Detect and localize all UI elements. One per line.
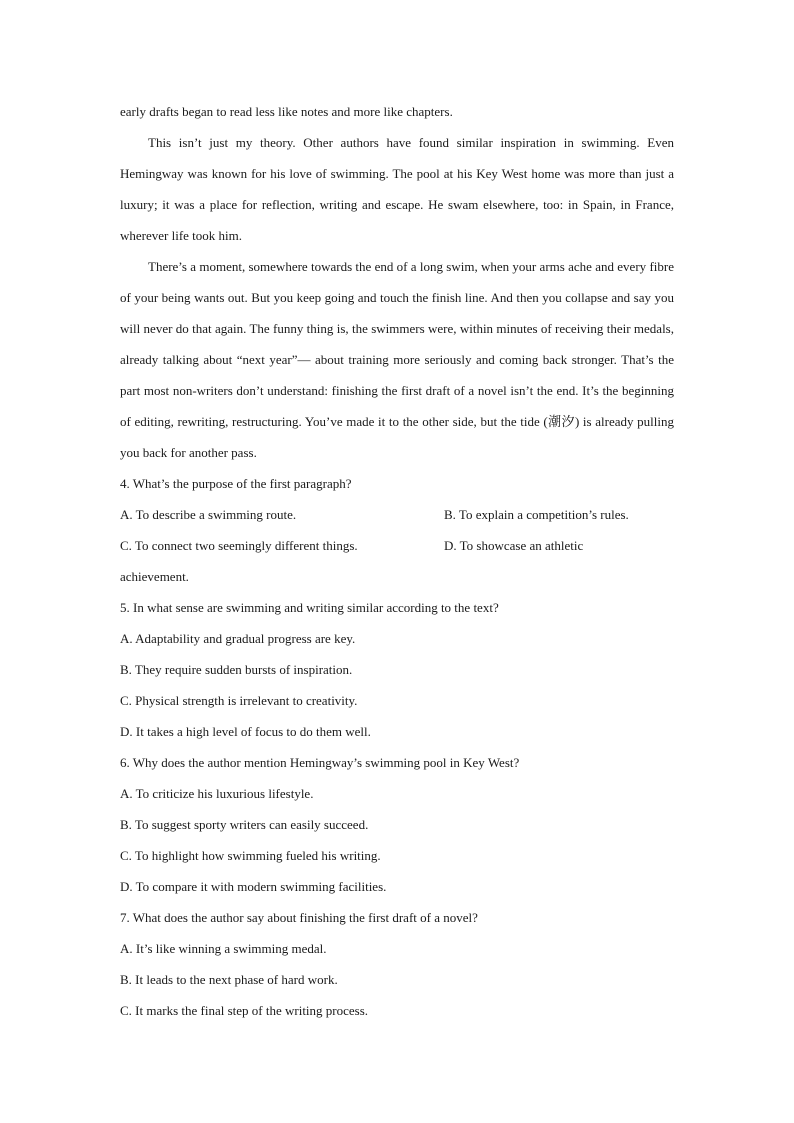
question-7-option-c[interactable]: C. It marks the final step of the writing process. bbox=[120, 1003, 369, 1018]
question-6-option-b[interactable]: B. To suggest sporty writers can easily succeed. bbox=[120, 817, 369, 832]
question-7-option-a[interactable]: A. It’s like winning a swimming medal. bbox=[120, 941, 327, 956]
question-4-option-d[interactable]: D. To showcase an athletic bbox=[444, 538, 584, 553]
document-page bbox=[120, 96, 674, 1026]
question-5-option-c[interactable]: C. Physical strength is irrelevant to creativity. bbox=[120, 693, 358, 708]
question-7 bbox=[120, 902, 674, 1026]
question-6-option-d[interactable]: D. To compare it with modern swimming facilities. bbox=[120, 879, 387, 894]
question-6-option-a[interactable]: A. To criticize his luxurious lifestyle. bbox=[120, 786, 314, 801]
question-5 bbox=[120, 592, 674, 747]
question-7-option-b[interactable]: B. It leads to the next phase of hard work. bbox=[120, 972, 338, 987]
question-4 bbox=[120, 468, 674, 592]
question-4-option-a[interactable]: A. To describe a swimming route. bbox=[120, 507, 297, 522]
question-6-option-c[interactable]: C. To highlight how swimming fueled his writing. bbox=[120, 848, 381, 863]
question-6 bbox=[120, 747, 674, 902]
question-5-option-a[interactable]: A. Adaptability and gradual progress are key. bbox=[120, 631, 356, 646]
question-6-stem: 6. Why does the author mention Hemingway’s swimming pool in Key West? bbox=[120, 755, 520, 770]
question-5-stem: 5. In what sense are swimming and writing similar according to the text? bbox=[120, 600, 499, 615]
question-4-stem: 4. What’s the purpose of the first paragraph? bbox=[120, 476, 352, 491]
question-4-option-d-continuation: achievement. bbox=[120, 569, 189, 584]
passage-paragraph-2: This isn’t just my theory. Other authors have found similar inspiration in swimming. Even Hemingway was known for his love of swimming. The pool at his Key West home was more than just a luxury; it was a place for reflection, writing and escape. He swam elsewhere, too: in Spain, in France, wherever life took him. bbox=[120, 135, 674, 243]
question-7-stem: 7. What does the author say about finishing the first draft of a novel? bbox=[120, 910, 478, 925]
question-4-option-b[interactable]: B. To explain a competition’s rules. bbox=[444, 507, 629, 522]
question-5-option-b[interactable]: B. They require sudden bursts of inspiration. bbox=[120, 662, 353, 677]
question-4-option-c[interactable]: C. To connect two seemingly different things. bbox=[120, 538, 358, 553]
passage-line-start: early drafts began to read less like notes and more like chapters. bbox=[120, 104, 453, 119]
passage-paragraph-3: There’s a moment, somewhere towards the end of a long swim, when your arms ache and every fibre of your being wants out. But you keep going and touch the finish line. And then you collapse and say you will never do that again. The funny thing is, the swimmers were, within minutes of receiving their medals, already talking about “next year”— about training more seriously and coming back stronger. That’s the part most non-writers don’t understand: finishing the first draft of a novel isn’t the end. It’s the beginning of editing, rewriting, restructuring. You’ve made it to the other side, but the tide (潮汐) is already pulling you back for another pass. bbox=[120, 259, 674, 460]
question-5-option-d[interactable]: D. It takes a high level of focus to do them well. bbox=[120, 724, 371, 739]
question-4-options-row-1 bbox=[120, 499, 674, 530]
question-4-options-row-2 bbox=[120, 530, 674, 561]
